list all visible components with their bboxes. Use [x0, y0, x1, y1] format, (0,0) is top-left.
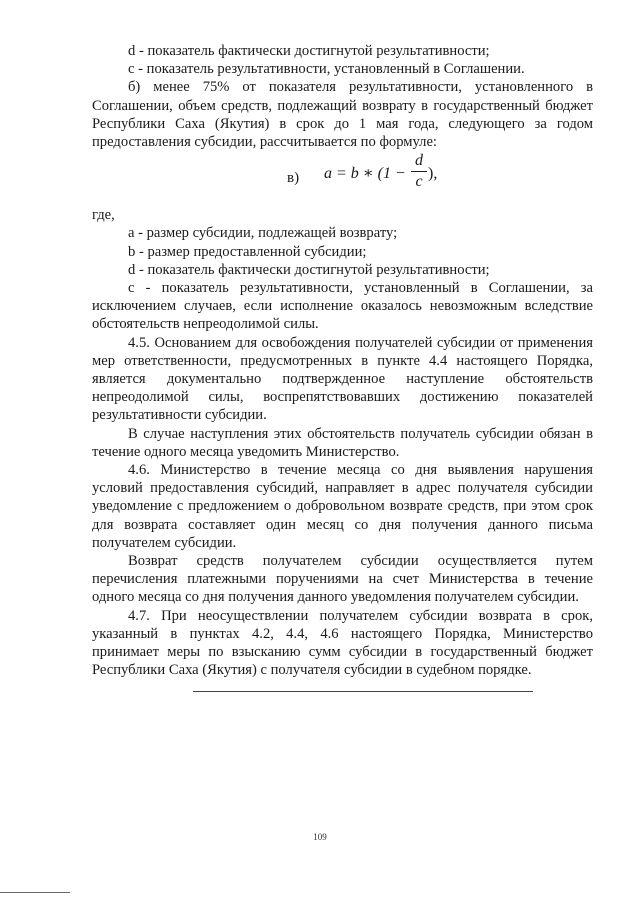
text-line: c - показатель результативности, установленный в Соглашении. [128, 61, 525, 78]
footnote-rule [0, 892, 70, 893]
formula-denominator: c [415, 173, 423, 191]
end-divider [193, 691, 533, 692]
paragraph-4-5-note: В случае наступления этих обстоятельств получатель субсидии обязан в течение одного месяца уведомить Министерство. [92, 425, 593, 460]
definition-line: b - размер предоставленной субсидии; [128, 243, 367, 260]
paragraph-4-6-note: Возврат средств получателем субсидии осуществляется путем перечисления платежными поручениями на счет Министерства в течение одного месяца со дня получения данного уведомления получателем субсидии. [92, 553, 593, 606]
formula-label: в) [287, 170, 300, 187]
paragraph-b: б) менее 75% от показателя результативности, установленного в Соглашении, объем средств, подлежащий возврату в государственный бюджет Республики Саха (Якутия) в срок до 1 мая года, следующего за годом предоставления субсидии, рассчитывается по формуле: [92, 79, 593, 151]
definition-line: a - размер субсидии, подлежащей возврату; [128, 225, 398, 242]
definition-line: c - показатель результативности, установленный в Соглашении, за исключением случаев, если исполнение оказалось невозможным вследствие обстоятельств непреодолимой силы. [92, 280, 593, 333]
definition-line: d - показатель фактически достигнутой результативности; [128, 261, 490, 278]
formula-numerator: d [415, 152, 423, 170]
formula-lhs: a = b ∗ (1 − [324, 165, 406, 183]
fraction-bar [411, 171, 427, 172]
document-body [92, 42, 593, 680]
page-number: 109 [313, 832, 327, 842]
formula [92, 150, 593, 206]
paragraph-4-7: 4.7. При неосуществлении получателем субсидии возврата в срок, указанный в пунктах 4.2, 4.4, 4.6 настоящего Порядка, Министерство принимает меры по взысканию сумм субсидии в государственный бюджет Республики Саха (Якутия) с получателя субсидии в судебном порядке. [92, 607, 593, 679]
paragraph-4-6: 4.6. Министерство в течение месяца со дня выявления нарушения условий предоставления субсидий, направляет в адрес получателя субсидии уведомление с предложением о добровольном возврате средств, при этом срок для возврата составляет один месяц со дня получения данного письма получателем субсидии. [92, 462, 593, 551]
paragraph-4-5: 4.5. Основанием для освобождения получателей субсидии от применения мер ответственности, предусмотренных в пункте 4.4 настоящего Порядка, является документально подтвержденное наступление обстоятельств непреодолимой силы, воспрепятствовавших достижению показателей результативности субсидии. [92, 334, 593, 424]
text-line: d - показатель фактически достигнутой результативности; [128, 43, 490, 59]
formula-rhs: ), [428, 165, 438, 183]
formula-fraction [411, 152, 427, 191]
where-label: где, [92, 207, 115, 224]
